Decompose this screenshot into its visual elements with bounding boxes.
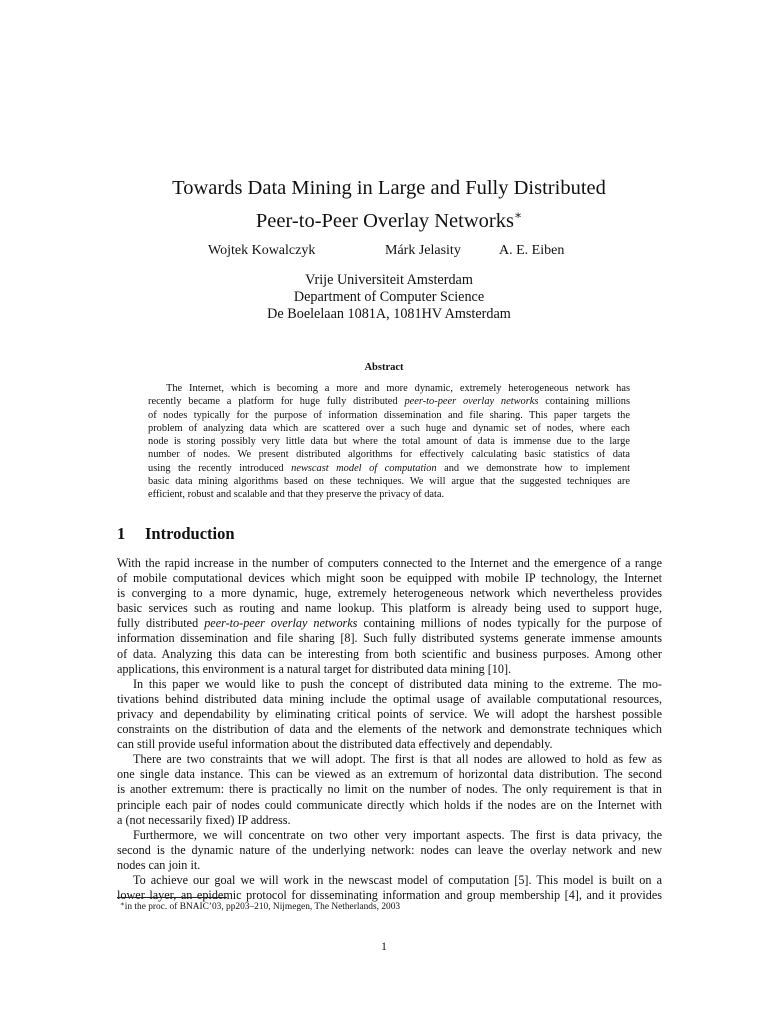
text-run: can still provide useful information about the distributed data effectively and dependably.: [117, 737, 553, 752]
text-run: is another extremum: there is practically no limit on the number of nodes. The only requirement is that in: [117, 782, 662, 797]
text-line: [148, 488, 630, 501]
text-run: constraints on the distribution of data and the elements of the network and demonstrate techniques which: [117, 722, 662, 737]
text-run: containing millions of nodes typically for the purpose of: [357, 616, 663, 631]
affiliation-line: Vrije Universiteit Amsterdam: [305, 272, 473, 288]
text-line: [148, 475, 630, 488]
section-heading: [117, 524, 235, 544]
text-run: privacy and dependability by eliminating critical points of service. We will adopt the harshest possible: [117, 706, 662, 721]
affiliation-line: De Boelelaan 1081A, 1081HV Amsterdam: [267, 306, 511, 322]
text-line: [117, 858, 662, 873]
text-line: [117, 722, 662, 737]
affiliation-block: [150, 272, 628, 323]
text-line: [117, 843, 662, 858]
affiliation-line: Department of Computer Science: [293, 289, 485, 305]
section-title: Introduction: [145, 524, 235, 543]
text-line: [117, 813, 662, 828]
text-run: Furthermore, we will concentrate on two other very important aspects. The first is data privacy, the: [133, 827, 662, 842]
text-run: To achieve our goal we will work in the newscast model of computation [5]. This model is built on a: [133, 872, 662, 887]
text-line: [148, 422, 630, 435]
text-run: fully distributed: [117, 616, 205, 631]
text-run: recently became a platform for huge fully distributed: [148, 396, 405, 408]
text-run: and we demonstrate how to implement: [436, 462, 630, 474]
text-line: [117, 707, 662, 722]
text-run: of mobile computational devices which might soon be equipped with mobile IP technology, the Internet: [117, 571, 662, 586]
text-line: [117, 647, 662, 662]
text-run: In this paper we would like to push the concept of distributed data mining to the extreme. The mo-: [133, 676, 662, 691]
title-line-2-text: Peer-to-Peer Overlay Networks: [255, 210, 514, 232]
text-run: efficient, robust and scalable and that they preserve the privacy of data.: [148, 489, 445, 501]
text-run: The Internet, which is becoming a more and more dynamic, extremely heterogeneous network has: [166, 383, 630, 394]
abstract-heading: Abstract: [364, 362, 404, 373]
text-line: [117, 586, 662, 601]
text-run: There are two constraints that we will adopt. The first is that all nodes are allowed to hold as few as: [133, 752, 662, 767]
title-line-2: [90, 202, 688, 235]
text-line: [117, 782, 662, 797]
section-number: 1: [117, 524, 126, 543]
text-run: is converging to a more dynamic, huge, extremely heterogeneous network which nevertheless provides: [117, 586, 662, 601]
footnote: [120, 900, 400, 912]
text-line: [117, 601, 662, 616]
text-line: [117, 692, 662, 707]
text-line: [117, 616, 662, 631]
body-text: [117, 556, 662, 903]
text-line: [148, 448, 630, 461]
text-run: basic services such as routing and name lookup. This platform is already being used to support huge,: [117, 601, 662, 616]
text-run: principle each pair of nodes could communicate directly which holds if the nodes are on the Internet with: [117, 797, 662, 812]
footnote-rule: [117, 897, 227, 898]
text-line: [117, 737, 662, 752]
author-name: Wojtek Kowalczyk: [208, 243, 316, 258]
paper-title: [90, 175, 688, 235]
text-run: number of nodes. We present distributed algorithms for effectively calculating basic statistics of data: [148, 449, 630, 461]
text-line: [117, 828, 662, 843]
text-run: one single data instance. This can be viewed as an extremum of horizontal data distribution. The second: [117, 767, 662, 782]
text-line: [117, 873, 662, 888]
text-line: [148, 462, 630, 475]
text-line: [117, 571, 662, 586]
text-line: [148, 395, 630, 408]
text-run: problem of analyzing data which are scattered over a such huge and dynamic set of nodes, where each: [148, 422, 630, 434]
text-line: [148, 382, 630, 395]
text-run: tivations behind distributed data mining include the optimal usage of available computational resources,: [117, 691, 662, 706]
author-name: Márk Jelasity: [385, 243, 461, 258]
text-line: [117, 752, 662, 767]
text-line: [117, 556, 662, 571]
text-run: using the recently introduced: [148, 462, 292, 474]
text-line: [117, 677, 662, 692]
text-line: [148, 409, 630, 422]
text-run: containing millions: [538, 396, 630, 408]
text-run: lower layer, an epidemic protocol for disseminating information and group membership [4], and it provides: [117, 888, 662, 903]
footnote-mark: ∗: [120, 900, 125, 908]
abstract-body: [148, 382, 630, 502]
text-line: [117, 767, 662, 782]
author-list: [0, 243, 768, 263]
text-line: [117, 798, 662, 813]
text-line: [117, 631, 662, 646]
title-footnote-mark: ∗: [513, 208, 523, 222]
page-number: 1: [381, 941, 387, 953]
text-run: applications, this environment is a natural target for distributed data mining [10].: [117, 661, 512, 676]
text-run: a (not necessarily fixed) IP address.: [117, 812, 291, 827]
emphasized-term: newscast model of computation: [291, 462, 437, 474]
text-line: [148, 435, 630, 448]
emphasized-term: peer-to-peer overlay networks: [404, 396, 539, 408]
text-run: of data. Analyzing this data can be interesting from both scientific and business purposes. Among other: [117, 646, 662, 661]
text-run: second is the dynamic nature of the underlying network: nodes can leave the overlay network and new: [117, 842, 662, 857]
text-run: With the rapid increase in the number of computers connected to the Internet and the emergence of a range: [117, 556, 662, 570]
title-line-1: Towards Data Mining in Large and Fully Distributed: [172, 177, 606, 199]
text-run: basic data mining algorithms based on these techniques. We will argue that the suggested techniques are: [148, 476, 630, 488]
author-name: A. E. Eiben: [499, 243, 565, 258]
emphasized-term: peer-to-peer overlay networks: [204, 616, 358, 631]
text-line: [117, 662, 662, 677]
text-run: nodes can join it.: [117, 857, 201, 872]
footnote-text: in the proc. of BNAIC’03, pp203–210, Nijmegen, The Netherlands, 2003: [124, 902, 401, 912]
text-run: node is storing possibly very little data but where the total amount of data is immense due to the large: [148, 436, 630, 448]
text-run: information dissemination and file sharing [8]. Such fully distributed systems generate immense amounts: [117, 631, 662, 646]
text-run: of nodes typically for the purpose of information dissemination and file sharing. This paper targets the: [148, 409, 630, 421]
